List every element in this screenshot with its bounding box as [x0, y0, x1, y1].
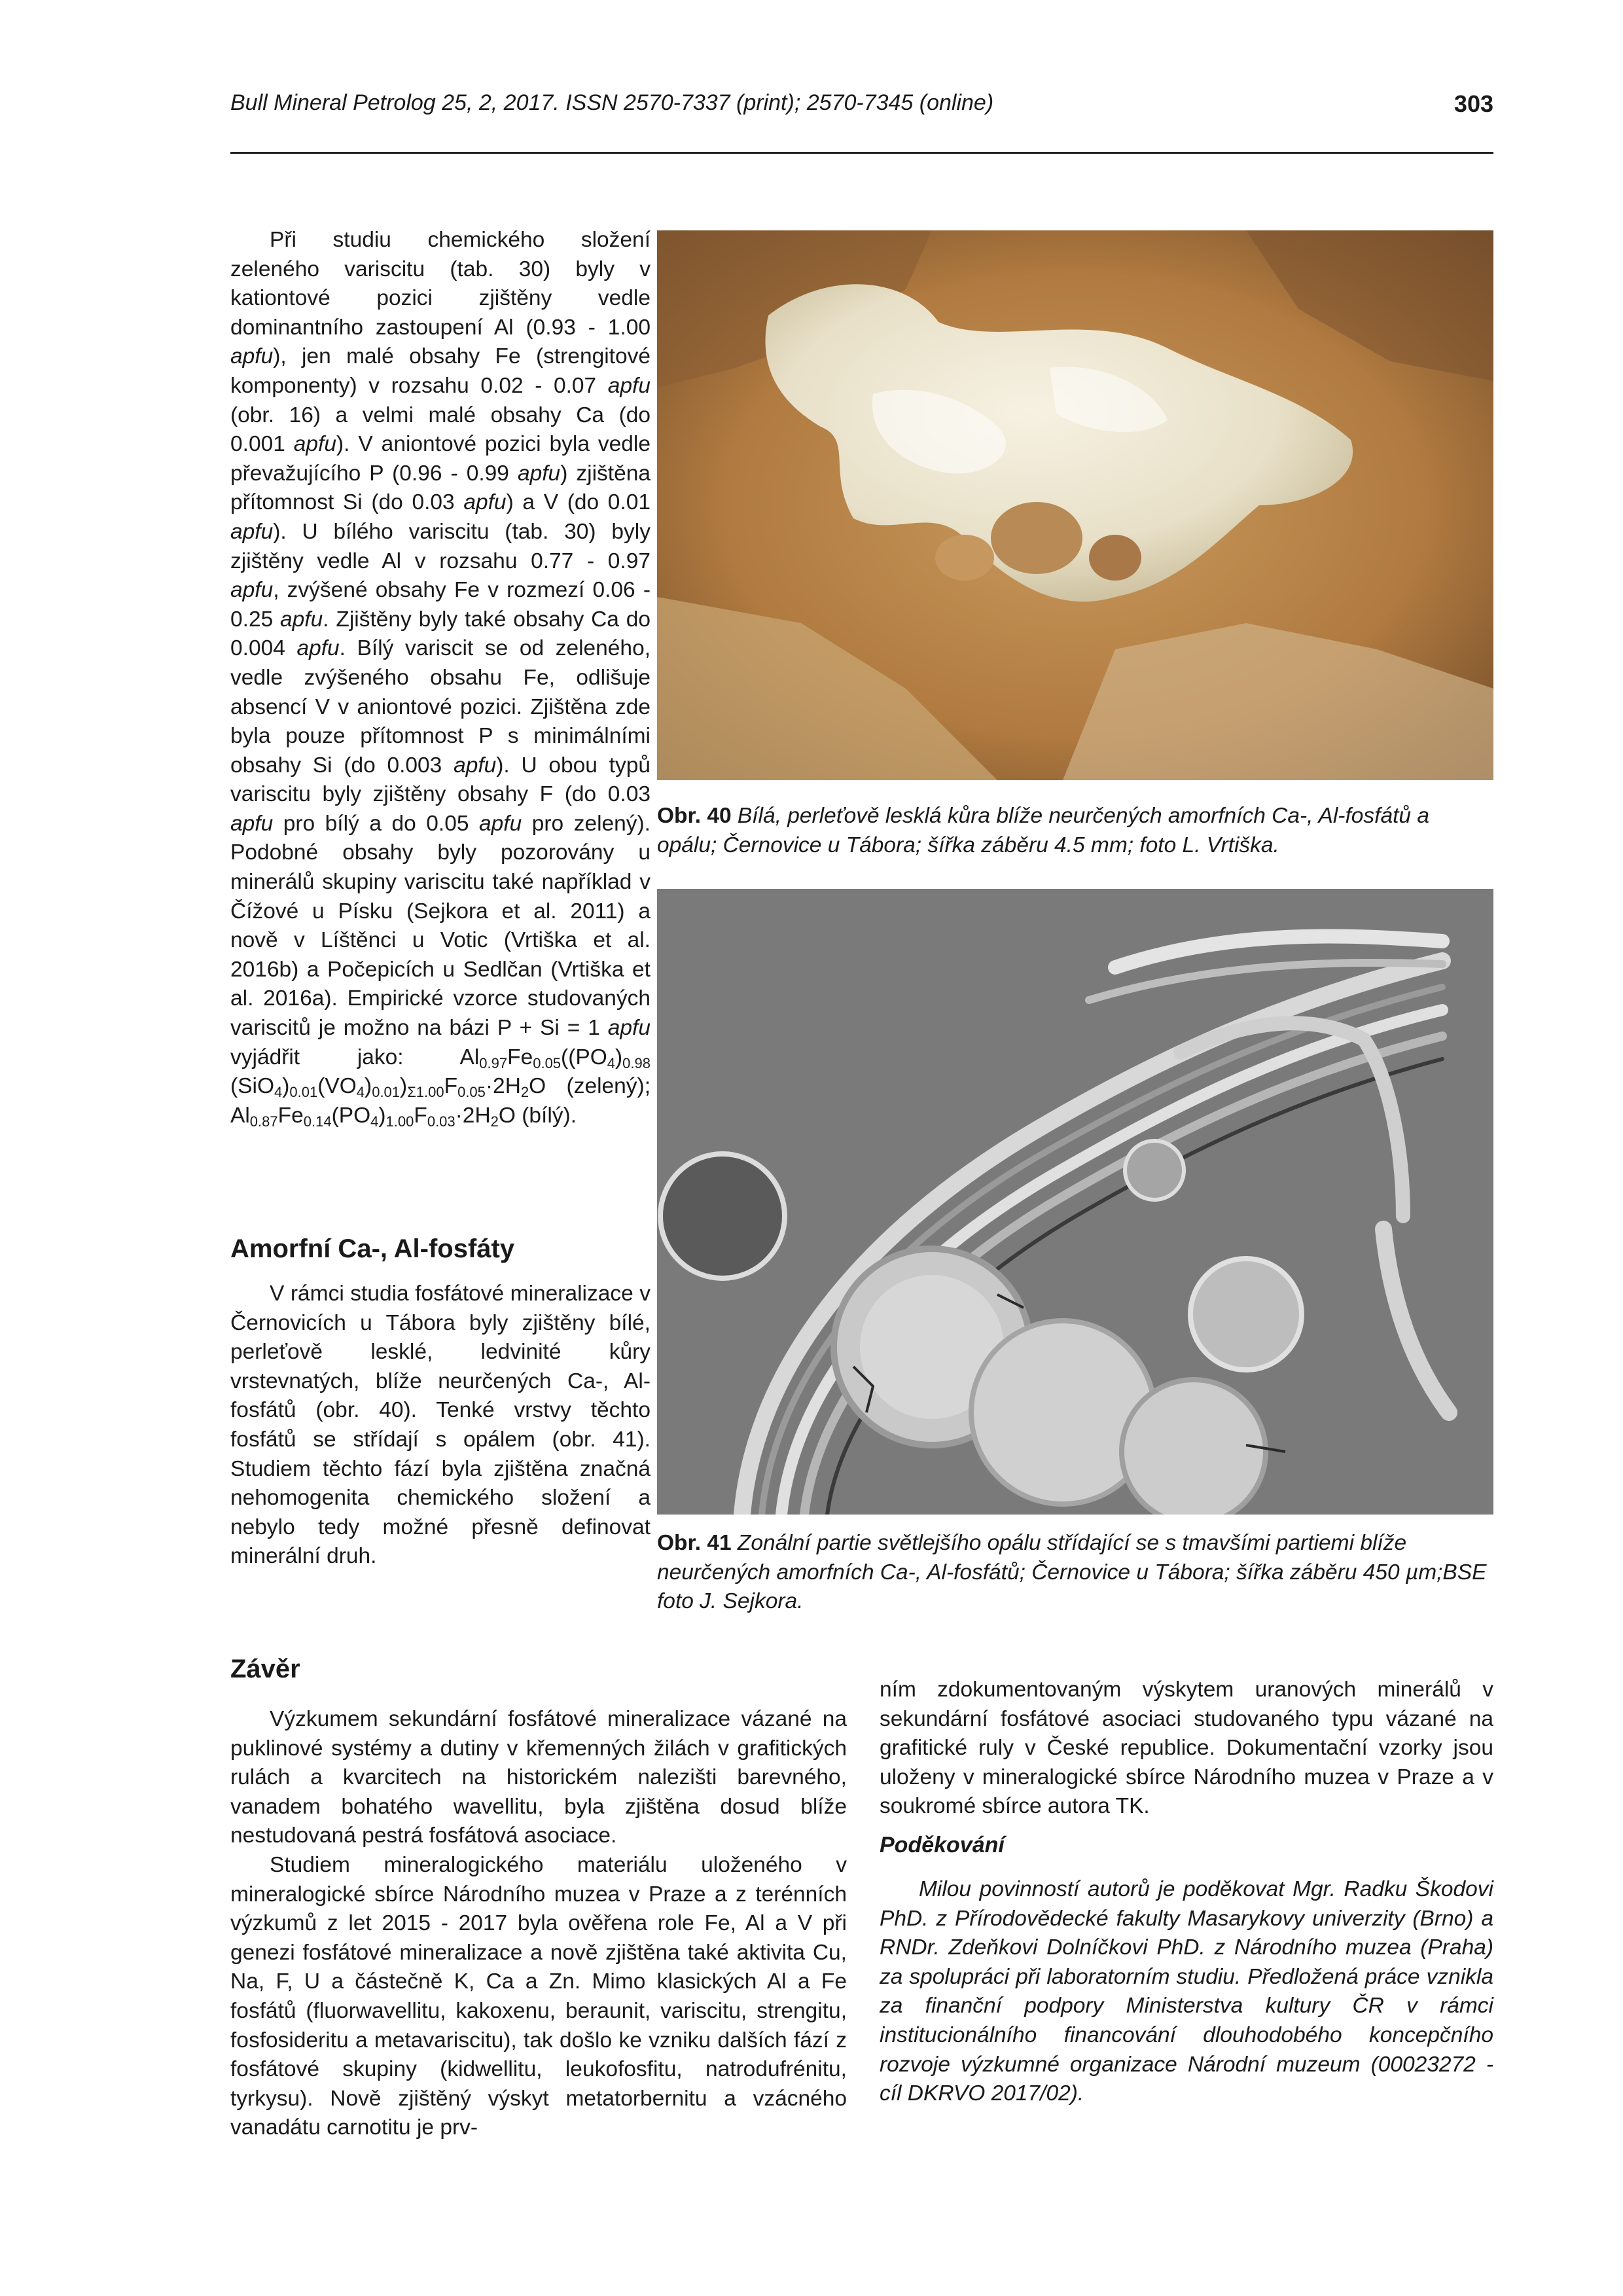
conclusion-left-column — [230, 1705, 847, 2143]
amorphous-paragraph: V rámci studia fosfátové mineralizace v Černovicích u Tábora byly zjištěny bílé, perleťově lesklé, ledvinité kůry vrstevnatých, blíže neurčených Ca-, Al-fosfátů (obr. 40). Tenké vrstvy těchto fosfátů se střídají s opálem (obr. 41). Studiem těchto fází byla zjištěna značná nehomogenita chemického složení a nebylo tedy možné přesně definovat minerální druh. — [230, 1282, 651, 1569]
variscite-paragraph: Při studiu chemického složení zeleného variscitu (tab. 30) byly v kationtové pozici zjištěny vedle dominantního zastoupení Al (0.93 - 1.00 apfu), jen malé obsahy Fe (strengitové komponenty) v rozsahu 0.02 - 0.07 apfu (obr. 16) a velmi malé obsahy Ca (do 0.001 apfu). V aniontové pozici byla vedle převažujícího P (0.96 - 0.99 apfu) zjištěna přítomnost Si (do 0.03 apfu) a V (do 0.01 apfu). U bílého variscitu (tab. 30) byly zjištěny vedle Al v rozsahu 0.77 - 0.97 apfu, zvýšené obsahy Fe v rozmezí 0.06 - 0.25 apfu. Zjištěny byly také obsahy Ca do 0.004 apfu. Bílý variscit se od zeleného, vedle zvýšeného obsahu Fe, odlišuje absencí V v aniontové pozici. Zjištěna zde byla pouze přítomnost P s minimálními obsahy Si (do 0.003 apfu). U obou typů variscitu byly zjištěny obsahy F (do 0.03 apfu pro bílý a do 0.05 apfu pro zelený). Podobné obsahy byly pozorovány u minerálů skupiny variscitu také například v Čížové u Písku (Sejkora et al. 2011) a nově v Líštěnci u Votic (Vrtiška et al. 2016b) a Počepicích u Sedlčan (Vrtiška et al. 2016a). Empirické vzorce studovaných variscitů je možno na bázi P + Si = 1 apfu vyjádřit jako: $Al_{0.97}Fe_{0.05}((PO_4)_{0.98}$ $(SiO_4)_{0.01}(VO_4)_{0.01})_{\Sigma 1.00}F_{0.05}\cdot 2H_2O$ (zelený); $Al_{0.87}Fe_{0.14}(PO_4)_{1.00}F_{0.03}\cdot 2H_2O$ (bílý). — [230, 228, 651, 1130]
mineral-crust-photo — [657, 230, 1493, 780]
figure-40-caption: Obr. 40 Bílá, perleťově lesklá kůra blíže neurčených amorfních Ca-, Al-fosfátů a opálu; Černovice u Tábora; šířka záběru 4.5 mm; foto L. Vrtiška. — [657, 804, 1429, 857]
header-rule — [230, 152, 1493, 154]
journal-citation: Bull Mineral Petrolog 25, 2, 2017. ISSN 2570-7337 (print); 2570-7345 (online) — [230, 90, 994, 115]
acknowledgement-text: Milou povinností autorů je poděkovat Mgr. Radku Škodovi PhD. z Přírodovědecké fakulty Masarykovy univerzity (Brno) a RNDr. Zdeňkovi Dolníčkovi PhD. z Národního muzea (Praha) za spolupráci při laboratorním studiu. Předložená práce vznikla za finanční podpory Ministerstva kultury ČR v rámci institucionálního financování dlouhodobého koncepčního rozvoje výzkumné organizace Národní muzeum (00023272 - cíl DKRVO 2017/02). — [880, 1877, 1493, 2106]
conclusion-paragraph-2: Studiem mineralogického materiálu uloženého v mineralogické sbírce Národního muzea v Praze a z terénních výzkumů z let 2015 - 2017 byla ověřena role Fe, Al a V při genezi fosfátové mineralizace a nově zjištěna také aktivita Cu, Na, F, U a částečně K, Ca a Zn. Mimo klasických Al a Fe fosfátů (fluorwavellitu, kakoxenu, beraunit, variscitu, strengitu, fosfosideritu a metavariscitu), tak došlo ke vzniku dalších fází z fosfátové skupiny (kidwellitu, leukofosfitu, natrodufrénitu, tyrkysu). Nově zjištěný výskyt metatorbernitu a vzácného vanadátu carnotitu je prv- — [230, 1852, 847, 2140]
conclusion-paragraph-2-continued: ním zdokumentovaným výskytem uranových minerálů v sekundární fosfátové asociaci studovaného typu vázané na grafitické ruly v České republice. Dokumentační vzorky jsou uloženy v mineralogické sbírce Národního muzea v Praze a v soukromé sbírce autora TK. — [880, 1677, 1493, 1819]
conclusion-right-column — [880, 1676, 1493, 1821]
figure-40-photo — [657, 230, 1493, 780]
zonal-opal-bse-image — [657, 889, 1493, 1515]
figure-41-caption: Obr. 41 Zonální partie světlejšího opálu střídající se s tmavšími partiemi blíže neurčených amorfních Ca-, Al-fosfátů; Černovice u Tábora; šířka záběru 450 µm;BSE foto J. Sejkora. — [657, 1531, 1487, 1614]
conclusion-paragraph-1: Výzkumem sekundární fosfátové mineralizace vázané na puklinové systémy a dutiny v křemenných žilách v grafitických rulách a kvarcitech na historickém nalezišti barevného, vanadem bohatého wavellitu, byla zjištěna dosud blíže nestudovaná pestrá fosfátová asociace. — [230, 1707, 847, 1848]
figure-41-bse — [657, 889, 1493, 1515]
section-title-conclusion: Závěr — [230, 1655, 300, 1683]
section-title-amorphous: Amorfní Ca-, Al-fosfáty — [230, 1234, 515, 1263]
acknowledgement-title: Poděkování — [880, 1833, 1005, 1857]
running-header — [230, 90, 1493, 130]
left-column — [230, 226, 651, 1130]
page-number: 303 — [1454, 90, 1493, 117]
